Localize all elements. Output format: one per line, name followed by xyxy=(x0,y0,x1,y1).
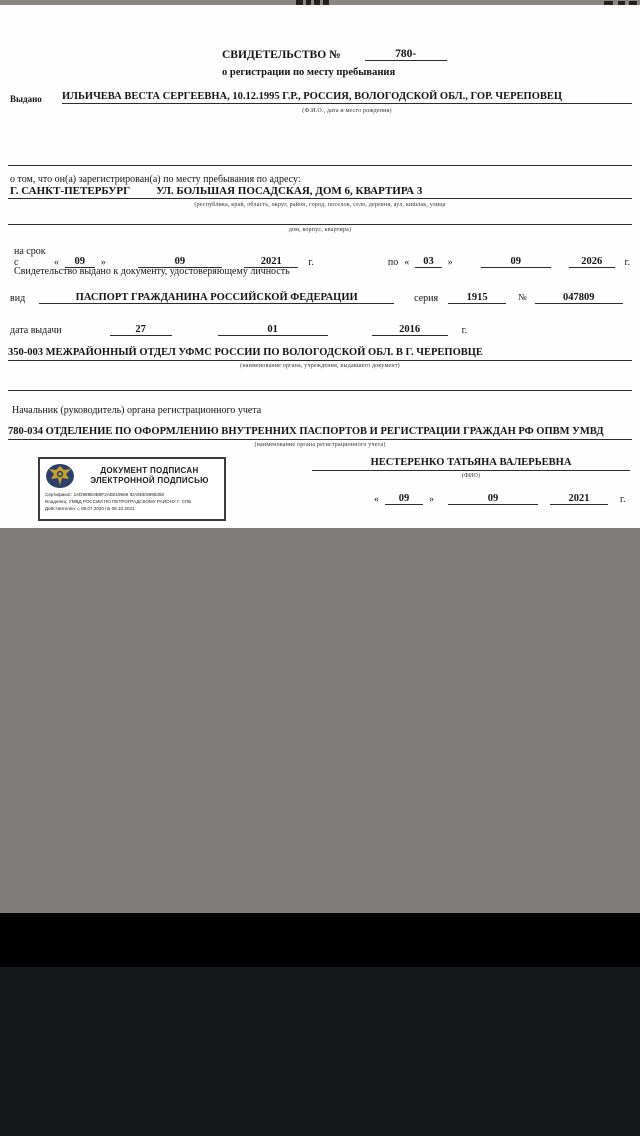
close-quote: » xyxy=(429,494,434,505)
sign-day-field: 09 xyxy=(385,493,423,505)
open-quote: « xyxy=(404,257,410,268)
term-to-month: 09 xyxy=(481,256,551,268)
stamp-owner: Владелец: УМВД РОССИИ ПО ПЕТРОГРАДСКОМУ РАЙОНУ Г. СПБ xyxy=(45,498,192,504)
issuing-org-caption: (наименование органа, учреждения, выдавшего документ) xyxy=(240,363,400,369)
certificate-page[interactable] xyxy=(0,5,640,528)
issued-label: Выдано xyxy=(10,94,42,104)
document-kind-row xyxy=(10,292,632,304)
term-from-month: 09 xyxy=(138,256,222,268)
number-value-field: 047809 xyxy=(535,292,623,304)
signer-caption: (ФИО) xyxy=(461,473,481,479)
issuing-org-field: 350-003 МЕЖРАЙОННЫЙ ОТДЕЛ УФМС РОССИИ ПО ВОЛОГОДСКОЙ ОБЛ. В Г. ЧЕРЕПОВЦЕ xyxy=(8,347,632,361)
address-city: Г. САНКТ-ПЕТЕРБУРГ xyxy=(10,185,131,197)
document-viewer[interactable] xyxy=(0,5,640,913)
digital-signature-stamp xyxy=(38,457,226,521)
stamp-certificate: Сертификат: 1AD989E0B8F2AB019569 IDA9DE5996358 xyxy=(45,492,164,497)
viewer-black-band xyxy=(0,913,640,967)
sign-month-field: 09 xyxy=(448,493,538,505)
term-to-label: по xyxy=(387,257,399,268)
mvd-emblem-icon xyxy=(45,463,75,489)
divider-line xyxy=(8,390,632,391)
certificate-title: СВИДЕТЕЛЬСТВО № xyxy=(222,49,341,61)
stamp-title xyxy=(80,466,219,486)
kind-label: вид xyxy=(10,293,26,304)
signer-name-field: НЕСТЕРЕНКО ТАТЬЯНА ВАЛЕРЬЕВНА xyxy=(312,457,630,471)
close-quote: » xyxy=(100,257,106,268)
stamp-validity: Действителен: с 08.07.2020 по 08.10.2021 xyxy=(45,505,135,511)
validity-term-row xyxy=(14,246,630,268)
sign-year-field: 2021 xyxy=(550,493,608,505)
address-street: УЛ. БОЛЬШАЯ ПОСАДСКАЯ, ДОМ 6, КВАРТИРА 3 xyxy=(156,185,423,197)
issue-date-row xyxy=(10,324,467,336)
number-label: № xyxy=(518,292,527,302)
issue-day-field: 27 xyxy=(110,324,172,336)
address-line-2 xyxy=(8,224,632,225)
address-caption-2: дом, корпус, квартира) xyxy=(288,227,352,233)
series-value-field: 1915 xyxy=(448,292,506,304)
year-suffix: г. xyxy=(620,494,626,505)
term-from-day: 09 xyxy=(65,256,95,268)
term-to-year: 2026 xyxy=(569,256,615,268)
stamp-details xyxy=(45,492,219,513)
stamp-title-line2: ЭЛЕКТРОННОЙ ПОДПИСЬЮ xyxy=(90,476,209,485)
registration-org-caption: (наименование органа регистрационного учета) xyxy=(254,442,386,448)
certificate-number-field: 780- xyxy=(365,48,447,61)
term-prefix: на срок с xyxy=(14,246,46,268)
sign-date-row xyxy=(368,493,625,505)
address-caption-1: (республика, край, область, округ, район, город, поселок, село, деревня, аул, кишлак, улица xyxy=(194,202,446,208)
address-field xyxy=(8,185,632,199)
certificate-subtitle: о регистрации по месту пребывания xyxy=(222,67,396,78)
issue-date-label: дата выдачи xyxy=(10,325,62,336)
divider-line xyxy=(8,165,632,166)
term-to-day: 03 xyxy=(415,256,441,268)
open-quote: « xyxy=(53,257,59,268)
issued-caption: (Ф.И.О., дата и место рождения) xyxy=(302,108,392,114)
year-suffix: г. xyxy=(308,257,314,268)
term-from-year: 2021 xyxy=(244,256,298,268)
registration-statement: о том, что он(а) зарегистрирован(а) по месту пребывания по адресу: xyxy=(10,174,301,185)
stamp-header xyxy=(45,463,219,489)
issued-value-field: ИЛЬИЧЕВА ВЕСТА СЕРГЕЕВНА, 10.12.1995 Г.Р., РОССИЯ, ВОЛОГОДСКОЙ ОБЛ., ГОР. ЧЕРЕПОВЕЦ xyxy=(62,91,632,104)
issue-year-field: 2016 xyxy=(372,324,448,336)
year-suffix: г. xyxy=(461,325,468,336)
issue-month-field: 01 xyxy=(218,324,328,336)
registration-org-field: 780-034 ОТДЕЛЕНИЕ ПО ОФОРМЛЕНИЮ ВНУТРЕННИХ ПАСПОРТОВ И РЕГИСТРАЦИИ ГРАЖДАН РФ ОПВМ УМВД xyxy=(8,426,632,440)
certificate-title-row xyxy=(222,48,447,61)
close-quote: » xyxy=(447,257,453,268)
bottom-dark-panel xyxy=(0,967,640,1136)
kind-value-field: ПАСПОРТ ГРАЖДАНИНА РОССИЙСКОЙ ФЕДЕРАЦИИ xyxy=(39,292,394,304)
open-quote: « xyxy=(374,494,379,505)
chief-line: Начальник (руководитель) органа регистрационного учета xyxy=(12,405,262,416)
stamp-title-line1: ДОКУМЕНТ ПОДПИСАН xyxy=(100,466,199,475)
identity-document-line: Свидетельство выдано к документу, удостоверяющему личность xyxy=(14,266,290,277)
year-suffix: г. xyxy=(624,257,630,268)
series-label: серия xyxy=(414,293,439,304)
